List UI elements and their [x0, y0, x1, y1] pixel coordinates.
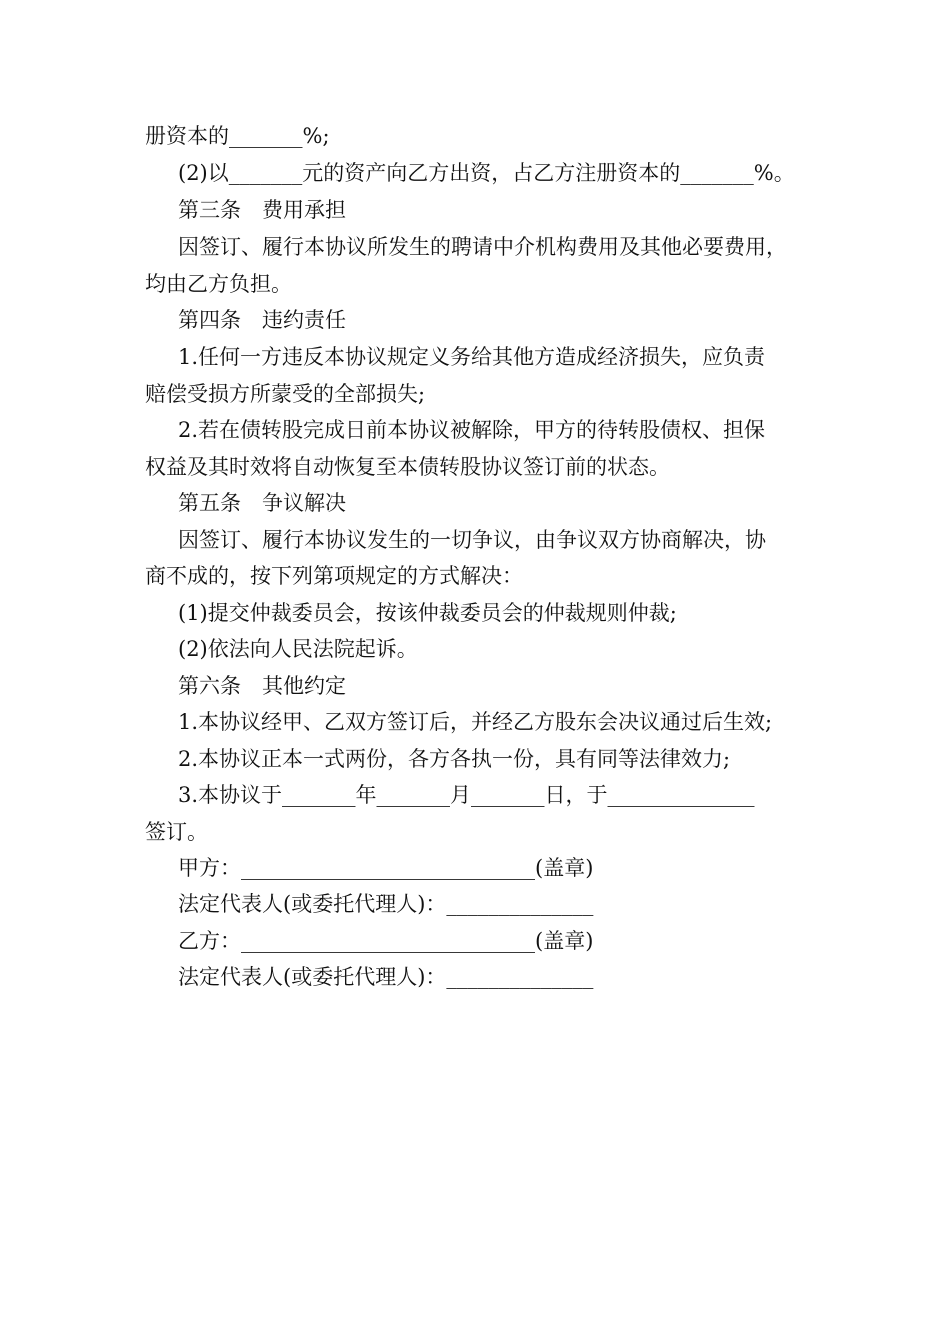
text-line: 1.本协议经甲、乙双方签订后，并经乙方股东会决议通过后生效;	[178, 710, 773, 734]
text-line: 均由乙方负担。	[145, 272, 292, 296]
text-line: 2.若在债转股完成日前本协议被解除，甲方的待转股债权、担保	[178, 418, 766, 442]
text-line: (1)提交仲裁委员会，按该仲裁委员会的仲裁规则仲裁;	[178, 601, 677, 625]
party-b-representative-line: 法定代表人(或委托代理人)：______________	[178, 965, 594, 989]
party-a-signature-line: 甲方：____________________________(盖章)	[178, 856, 594, 880]
text-line: 册资本的_______%;	[145, 124, 330, 148]
text-line: 1.任何一方违反本协议规定义务给其他方造成经济损失，应负责	[178, 345, 766, 369]
text-line: (2)以_______元的资产向乙方出资，占乙方注册资本的_______%。	[178, 161, 795, 185]
article-heading: 第三条 费用承担	[178, 198, 346, 222]
party-a-representative-line: 法定代表人(或委托代理人)：______________	[178, 892, 594, 916]
text-line: 2.本协议正本一式两份，各方各执一份，具有同等法律效力;	[178, 747, 731, 771]
article-heading: 第四条 违约责任	[178, 308, 346, 332]
text-line: 签订。	[145, 820, 208, 844]
text-line: 因签订、履行本协议发生的一切争议，由争议双方协商解决，协	[178, 528, 766, 552]
party-b-signature-line: 乙方：____________________________(盖章)	[178, 929, 594, 953]
text-line: (2)依法向人民法院起诉。	[178, 637, 418, 661]
text-line: 权益及其时效将自动恢复至本债转股协议签订前的状态。	[145, 455, 670, 479]
text-line: 商不成的，按下列第项规定的方式解决：	[145, 564, 523, 588]
article-heading: 第五条 争议解决	[178, 491, 346, 515]
text-line: 赔偿受损方所蒙受的全部损失;	[145, 382, 426, 406]
article-heading: 第六条 其他约定	[178, 674, 346, 698]
text-line: 因签订、履行本协议所发生的聘请中介机构费用及其他必要费用，	[178, 235, 787, 259]
text-line: 3.本协议于_______年_______月_______日，于______________	[178, 783, 755, 807]
